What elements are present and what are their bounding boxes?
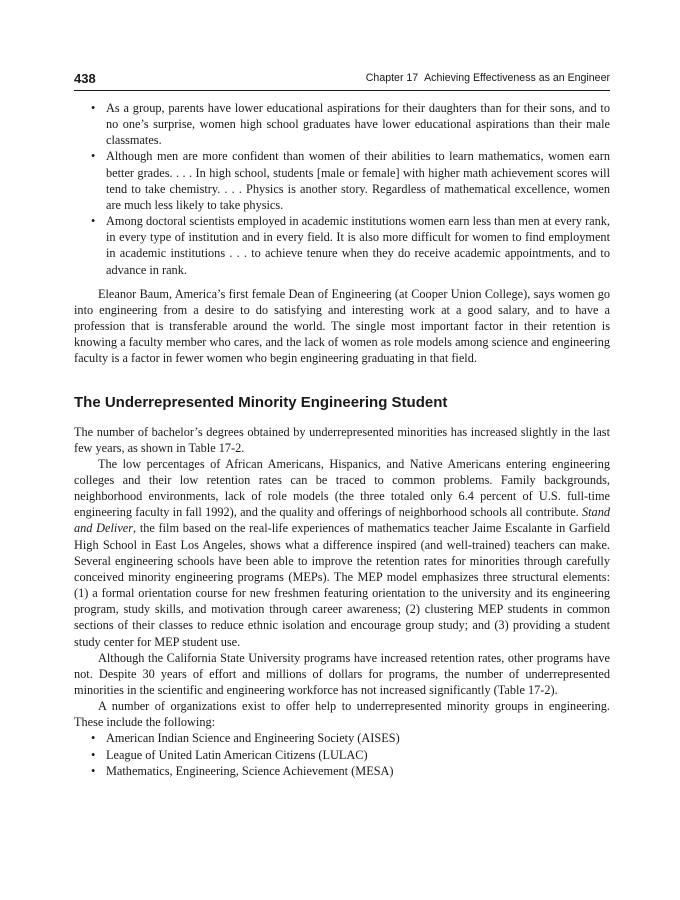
bullet-glyph: • <box>91 747 96 762</box>
body-text: The low percentages of African Americans, Hispanics, and Native Americans entering engineering colleges and their low retention rates can be traced to common problems. Family backgrounds, neighborhood environments, lack of role models (the three totaled only 6.4 percent of U.S. full-time engineering faculty in fall 1992), and the quality and offerings of neighborhood schools all contribute. <box>74 456 610 520</box>
bullet-glyph: • <box>91 149 96 164</box>
body-paragraph: The number of bachelor’s degrees obtained by underrepresented minorities has increased slightly in the last few years, as shown in Table 17-2. <box>74 424 610 455</box>
list-item <box>74 763 610 779</box>
section-heading: The Underrepresented Minority Engineering Student <box>74 393 448 411</box>
chapter-label: Chapter 17 <box>365 72 419 84</box>
chapter-heading <box>366 72 610 84</box>
header-rule <box>74 90 610 91</box>
film-title: Stand and Deliver <box>74 505 610 536</box>
list-item <box>74 100 610 148</box>
page-number: 438 <box>74 71 96 86</box>
list-item-text: Although men are more confident than women of their abilities to learn mathematics, women earn better grades. . . . In high school, students [male or female] with higher math achievement scores will tend to take chemistry. . . . Physics is another story. Regardless of mathematical excellence, women are much less likely to take physics. <box>106 149 610 212</box>
bullet-glyph: • <box>91 731 96 746</box>
chapter-title: Achieving Effectiveness as an Engineer <box>424 72 610 84</box>
list-item <box>74 148 610 213</box>
bullet-glyph: • <box>91 214 96 229</box>
findings-list <box>74 100 610 278</box>
list-item-text: Among doctoral scientists employed in academic institutions women earn less than men at every rank, in every type of institution and in every field. It is also more difficult for women to find employment in academic institutions . . . to achieve tenure when they do receive academic appointments, and to advance in rank. <box>106 214 610 277</box>
list-item-text: League of United Latin American Citizens (LULAC) <box>106 747 368 762</box>
list-item <box>74 213 610 278</box>
running-head <box>74 71 610 89</box>
baum-paragraph: Eleanor Baum, America’s first female Dean of Engineering (at Cooper Union College), says women go into engineering from a desire to do satisfying and interesting work at a good salary, and to have a profession that is transferable around the world. The single most important factor in their retention is knowing a faculty member who cares, and the lack of women as role models among science and engineering faculty is a factor in fewer women who begin engineering graduating in that field. <box>74 286 610 366</box>
body-paragraph: A number of organizations exist to offer help to underrepresented minority groups in engineering. These include the following: <box>74 699 610 730</box>
list-item-text: Mathematics, Engineering, Science Achievement (MESA) <box>106 763 394 778</box>
bullet-glyph: • <box>91 101 96 115</box>
list-item-text: American Indian Science and Engineering Society (AISES) <box>106 731 400 746</box>
bullet-glyph: • <box>91 763 96 778</box>
list-item-text: As a group, parents have lower educational aspirations for their daughters than for their sons, and to no one’s surprise, women high school graduates have lower educational aspirations than their male classmates. <box>106 101 610 148</box>
body-paragraph: Although the California State University programs have increased retention rates, other programs have not. Despite 30 years of effort and millions of dollars for programs, the number of underrepresented minorities in the scientific and engineering workforce has not increased significantly (Table 17-2). <box>74 650 610 697</box>
list-item <box>74 747 610 763</box>
body-text: , the film based on the real-life experiences of mathematics teacher Jaime Escalante in Garfield High School in East Los Angeles, shows what a difference inspired (and well-trained) teachers can make. Several engineering schools have been able to improve the retention rates for minorities through carefully conceived minority engineering programs (MEPs). The MEP model emphasizes three structural elements: (1) a formal orientation course for new freshmen featuring orientation to the university and its engineering program, study skills, and motivation through career awareness; (2) clustering MEP students in common sections of their classes to reduce ethnic isolation and encourage group study; and (3) providing a student study center for MEP student use. <box>74 521 610 649</box>
list-item <box>74 730 610 746</box>
page-body <box>74 100 610 779</box>
body-paragraph <box>74 456 610 650</box>
organizations-list <box>74 730 610 778</box>
